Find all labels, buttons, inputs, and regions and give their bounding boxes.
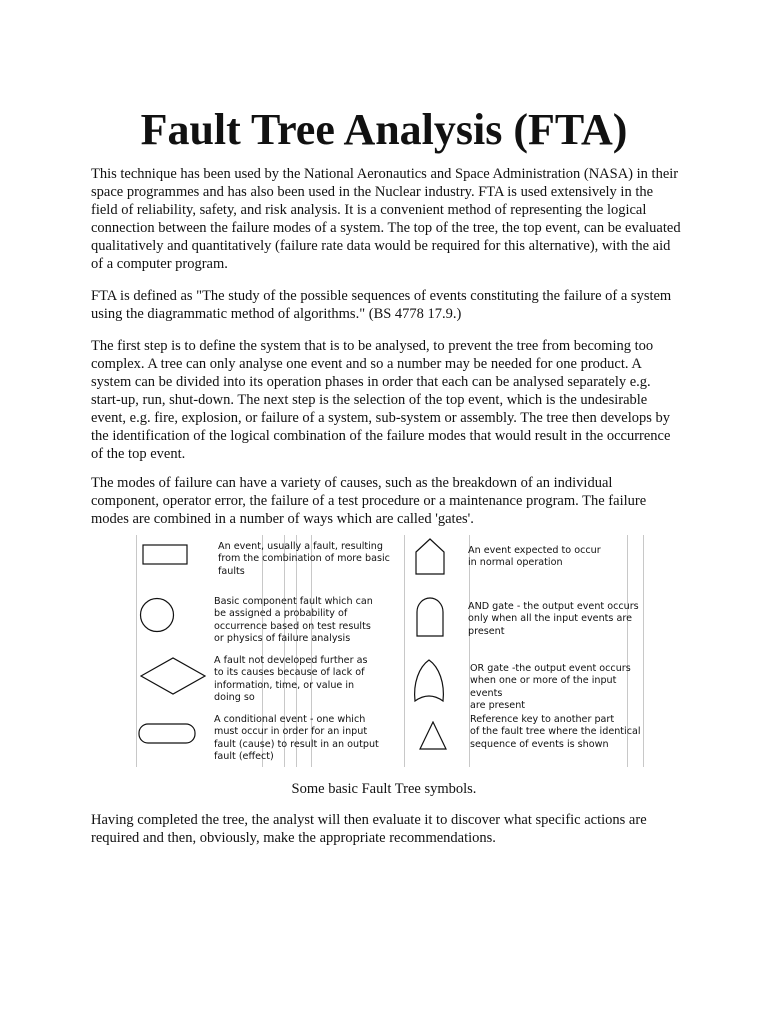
figure-guide-line xyxy=(136,535,137,767)
paragraph-conclusion: Having completed the tree, the analyst will then evaluate it to discover what specific actions are required and then, obviously, make the appropriate recommendations. xyxy=(91,812,647,846)
rectangle-icon xyxy=(142,544,190,566)
house-icon xyxy=(414,538,448,576)
symbol-description: OR gate -the output event occurs when one or more of the input events are present xyxy=(470,663,631,712)
symbol-description: A conditional event - one which must occur in order for an input fault (cause) to result in an output fault (effect) xyxy=(214,714,379,763)
page-title: Fault Tree Analysis (FTA) xyxy=(140,105,628,154)
or-gate-icon xyxy=(411,659,447,703)
symbol-description: Basic component fault which can be assigned a probability of occurrence based on test results or physics of failure analysis xyxy=(214,596,373,645)
symbol-description: A fault not developed further as to its causes because of lack of information, time, or value in doing so xyxy=(214,655,368,704)
oval-icon xyxy=(138,723,198,745)
paragraph-definition: FTA is defined as "The study of the possible sequences of events constituting the failure of a system using the diagrammatic method of algorithms." (BS 4778 17.9.) xyxy=(91,288,672,322)
symbol-description: AND gate - the output event occurs only when all the input events are present xyxy=(468,601,639,637)
figure-caption: Some basic Fault Tree symbols. xyxy=(291,781,477,797)
figure-guide-line xyxy=(404,535,405,767)
symbol-description: An event, usually a fault, resulting from the combination of more basic faults xyxy=(218,541,390,577)
fault-tree-symbols-figure xyxy=(136,535,644,767)
paragraph-intro: This technique has been used by the National Aeronautics and Space Administration (NASA) in their space programmes and has also been used in the Nuclear industry. FTA is used extensively in the field of reliability, safety, and risk analysis. It is a convenient method of representing the logical connection between the failure modes of a system. The top of the tree, the top event, can be evaluated qualitatively and quantitatively (failure rate data would be required for this alternative), with the aid of a computer program. xyxy=(91,166,681,272)
triangle-icon xyxy=(418,721,448,751)
diamond-icon xyxy=(140,657,206,695)
and-gate-icon xyxy=(414,596,448,638)
paragraph-first-step: The first step is to define the system that is to be analysed, to prevent the tree from becoming too complex. A tree can only analyse one event and so a number may be needed for one product. A system can be divided into its operation phases in order that each can be analysed separately e.g. start-up, run, shut-down. The next step is the selection of the top event, which is the undesirable event, e.g. fire, explosion, or failure of a system, sub-system or assembly. The tree then develops by the identification of the logical combination of the failure modes that would result in the occurrence of the top event. xyxy=(91,338,671,462)
symbol-description: Reference key to another part of the fault tree where the identical sequence of events is shown xyxy=(470,714,641,750)
symbol-description: An event expected to occur in normal operation xyxy=(468,545,601,569)
paragraph-failure-modes: The modes of failure can have a variety of causes, such as the breakdown of an individual component, operator error, the failure of a test procedure or a maintenance program. The failure modes are combined in a number of ways which are called 'gates'. xyxy=(91,475,647,527)
circle-icon xyxy=(139,596,175,634)
